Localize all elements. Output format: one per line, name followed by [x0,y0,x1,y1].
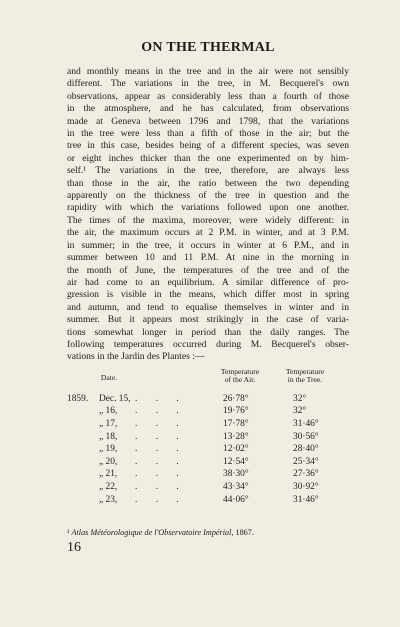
text-line: The times of the maxima, moreover, were widely different: in [67,214,349,226]
cell-date: „ 16, [99,406,118,417]
table-row [67,394,349,407]
temperature-table [67,368,349,526]
text-line: following temperatures occurred during M. Becquerel's obser- [67,338,349,350]
text-line: tions somewhat longer in period than the daily ranges. The [67,326,349,338]
cell-tree: 31·46° [293,418,319,429]
cell-air: 17·78° [223,418,249,429]
text-line: and monthly means in the tree and in the air were not sensibly [67,66,349,77]
text-line: the air, the maximum occurs at 2 P.M. in winter, and at 3 P.M. [67,227,349,239]
running-head: ON THE THERMAL [141,40,275,55]
table-row [67,444,349,457]
text-line: or eight inches thicker than the one experimented on by him- [67,152,349,164]
text-line: summer. But it appears most strikingly in the case of varia- [67,314,349,326]
text-line: observations, appear as considerably less than a fourth of those [67,90,349,102]
footnote-title: Atlas Météorologique de l'Observatoire Impérial, [71,528,234,537]
page [67,40,349,526]
text-line: rapidity with which the variations followed upon one another. [67,202,349,214]
table-row [67,457,349,470]
cell-date: Dec. 15, [99,393,131,404]
cell-year: 1859. [67,393,89,404]
cell-dots: . . . [135,481,187,492]
table-row [67,495,349,508]
cell-tree: 32° [293,393,307,404]
header-air-temperature [205,368,275,385]
text-line: gression is visible in the means, which differ most in spring [67,289,349,301]
cell-air: 12·54° [223,456,249,467]
cell-tree: 32° [293,406,307,417]
text-line: and autumn, and tend to equalise themselves in winter and in [67,301,349,313]
cell-dots: . . . [135,444,187,455]
text-line: than those in the air, the ratio between the two depending [67,177,349,189]
cell-date: „ 17, [99,418,118,429]
header-air-line-2: of the Air. [224,375,256,385]
cell-air: 26·78° [223,393,249,404]
text-line: the month of June, the temperatures of the tree and of the [67,264,349,276]
table-row [67,482,349,495]
cell-dots: . . . [135,469,187,480]
table-row [67,419,349,432]
table-row [67,406,349,419]
cell-air: 19·76° [223,406,249,417]
text-line: tree in this case, besides being of a different species, was seven [67,140,349,152]
text-line: air had come to an equilibrium. A similar difference of pro- [67,276,349,288]
cell-tree: 30·56° [293,431,319,442]
cell-air: 12·02° [223,444,249,455]
cell-dots: . . . [135,393,187,404]
text-line: vations in the Jardin des Plantes :— [67,351,205,363]
header-tree-line-2: in the Tree. [287,375,323,385]
cell-tree: 25·34° [293,456,319,467]
cell-air: 13·28° [223,431,249,442]
text-line: in summer; in the tree, it occurs in winter at 6 P.M., and in [67,239,349,251]
cell-air: 43·34° [223,481,249,492]
header-tree-temperature [270,368,340,385]
cell-air: 38·30° [223,469,249,480]
footnote-year: 1867. [235,528,254,537]
text-line: made at Geneva between 1796 and 1798, that the variations [67,115,349,127]
table-row [67,469,349,482]
cell-dots: . . . [135,418,187,429]
cell-date: „ 20, [99,456,118,467]
cell-dots: . . . [135,494,187,505]
text-line: in the atmosphere, and he has calculated, from observations [67,103,349,115]
cell-date: „ 23, [99,494,118,505]
text-line: in the tree were less than a fifth of those in the air; but the [67,128,349,140]
cell-tree: 31·46° [293,494,319,505]
cell-tree: 27·36° [293,469,319,480]
text-line: summer between 10 and 11 P.M. At nine in the morning in [67,252,349,264]
cell-dots: . . . [135,456,187,467]
text-line: apparently on the thickness of the tree in question and the [67,190,349,202]
text-line: different. The variations in the tree, in M. Becquerel's own [67,78,349,90]
cell-date: „ 21, [99,469,118,480]
table-row [67,432,349,445]
cell-tree: 28·40° [293,444,319,455]
cell-date: „ 22, [99,481,118,492]
header-date: Date. [100,372,118,382]
cell-dots: . . . [135,431,187,442]
body-text [67,66,349,364]
cell-air: 44·06° [223,494,249,505]
cell-dots: . . . [135,406,187,417]
cell-tree: 30·92° [293,481,319,492]
cell-date: „ 18, [99,431,118,442]
footnote [67,528,349,537]
text-line: self.¹ The variations in the tree, therefore, are always less [67,165,349,177]
header-air-line-1: Temperature [220,366,260,376]
footnote-marker: ¹ [67,528,70,537]
header-tree-line-1: Temperature [285,366,325,376]
cell-date: „ 19, [99,444,118,455]
page-number: 16 [67,540,81,555]
